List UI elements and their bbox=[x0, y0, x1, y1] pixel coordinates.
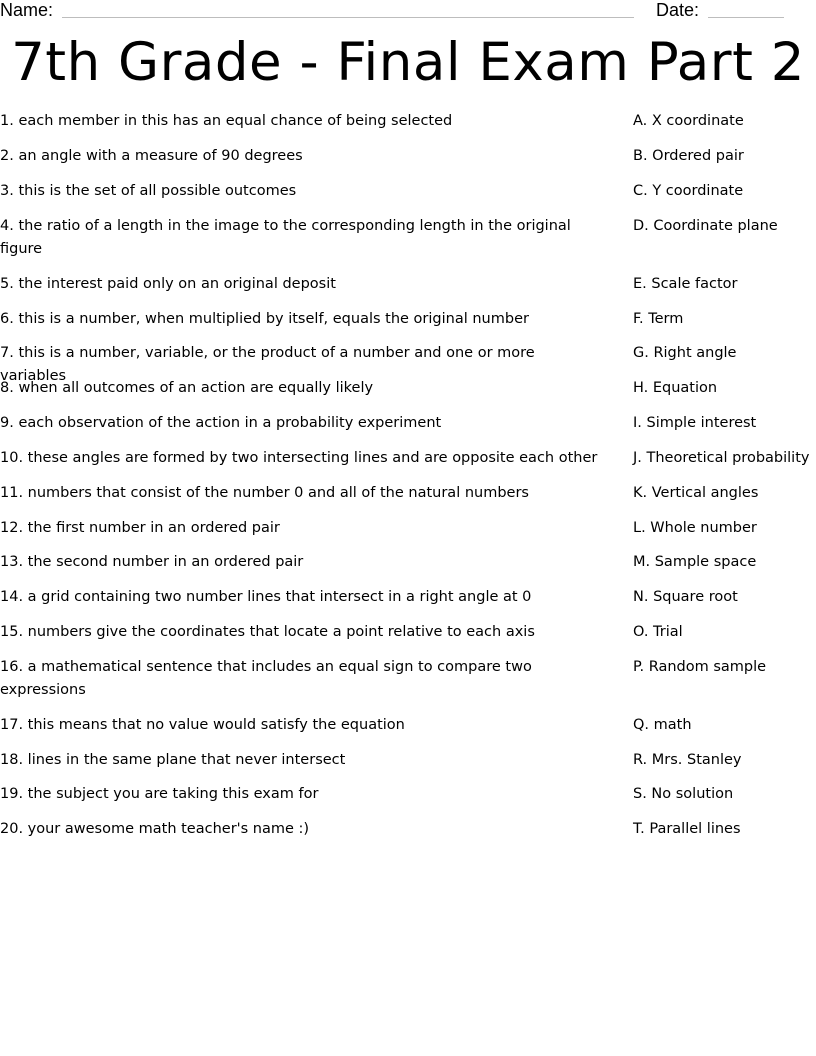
clue-text: 9. each observation of the action in a probability experiment bbox=[0, 415, 442, 431]
clue-text: 11. numbers that consist of the number 0 and all of the natural numbers bbox=[0, 485, 529, 501]
worksheet-header bbox=[0, 0, 816, 22]
answer-option: N. Square root bbox=[633, 589, 738, 605]
name-field[interactable] bbox=[62, 17, 634, 18]
answer-option: O. Trial bbox=[633, 624, 683, 640]
clue-text: 7. this is a number, variable, or the product of a number and one or more variables bbox=[0, 345, 535, 384]
answer-option: J. Theoretical probability bbox=[633, 450, 810, 466]
answer-option: B. Ordered pair bbox=[633, 148, 744, 164]
clue-text: 6. this is a number, when multiplied by itself, equals the original number bbox=[0, 311, 529, 327]
answer-option: Q. math bbox=[633, 717, 692, 733]
clue-text: 14. a grid containing two number lines that intersect in a right angle at 0 bbox=[0, 589, 532, 605]
clue-text: 13. the second number in an ordered pair bbox=[0, 554, 304, 570]
date-label: Date: bbox=[656, 0, 700, 20]
clue-text: 4. the ratio of a length in the image to the corresponding length in the original figure bbox=[0, 218, 571, 257]
answer-option: C. Y coordinate bbox=[633, 183, 744, 199]
clue-text: 5. the interest paid only on an original deposit bbox=[0, 276, 336, 292]
answer-option: T. Parallel lines bbox=[633, 821, 741, 837]
answer-option: P. Random sample bbox=[633, 659, 767, 675]
answer-option: D. Coordinate plane bbox=[633, 218, 778, 234]
answer-option: M. Sample space bbox=[633, 554, 757, 570]
answer-option: I. Simple interest bbox=[633, 415, 757, 431]
clue-text: 12. the first number in an ordered pair bbox=[0, 520, 280, 536]
clue-text: 2. an angle with a measure of 90 degrees bbox=[0, 148, 303, 164]
clue-text: 16. a mathematical sentence that includes an equal sign to compare two expressions bbox=[0, 659, 532, 698]
answer-option: E. Scale factor bbox=[633, 276, 738, 292]
clue-text: 10. these angles are formed by two intersecting lines and are opposite each other bbox=[0, 450, 598, 466]
date-field[interactable] bbox=[708, 17, 784, 18]
clue-text: 18. lines in the same plane that never intersect bbox=[0, 752, 346, 768]
answer-option: S. No solution bbox=[633, 786, 734, 802]
clue-text: 17. this means that no value would satisfy the equation bbox=[0, 717, 405, 733]
answer-option: R. Mrs. Stanley bbox=[633, 752, 742, 768]
answer-option: H. Equation bbox=[633, 380, 718, 396]
answer-option: K. Vertical angles bbox=[633, 485, 759, 501]
answer-option: G. Right angle bbox=[633, 345, 737, 361]
answer-option: F. Term bbox=[633, 311, 684, 327]
answer-option: A. X coordinate bbox=[633, 113, 744, 129]
name-label: Name: bbox=[0, 0, 54, 20]
clue-text: 15. numbers give the coordinates that locate a point relative to each axis bbox=[0, 624, 535, 640]
page-title: 7th Grade - Final Exam Part 2 bbox=[11, 32, 805, 93]
clue-text: 8. when all outcomes of an action are equally likely bbox=[0, 380, 374, 396]
answer-option: L. Whole number bbox=[633, 520, 757, 536]
clue-text: 1. each member in this has an equal chance of being selected bbox=[0, 113, 453, 129]
clue-text: 19. the subject you are taking this exam for bbox=[0, 786, 319, 802]
clue-text: 20. your awesome math teacher's name :) bbox=[0, 821, 310, 837]
clue-text: 3. this is the set of all possible outcomes bbox=[0, 183, 297, 199]
